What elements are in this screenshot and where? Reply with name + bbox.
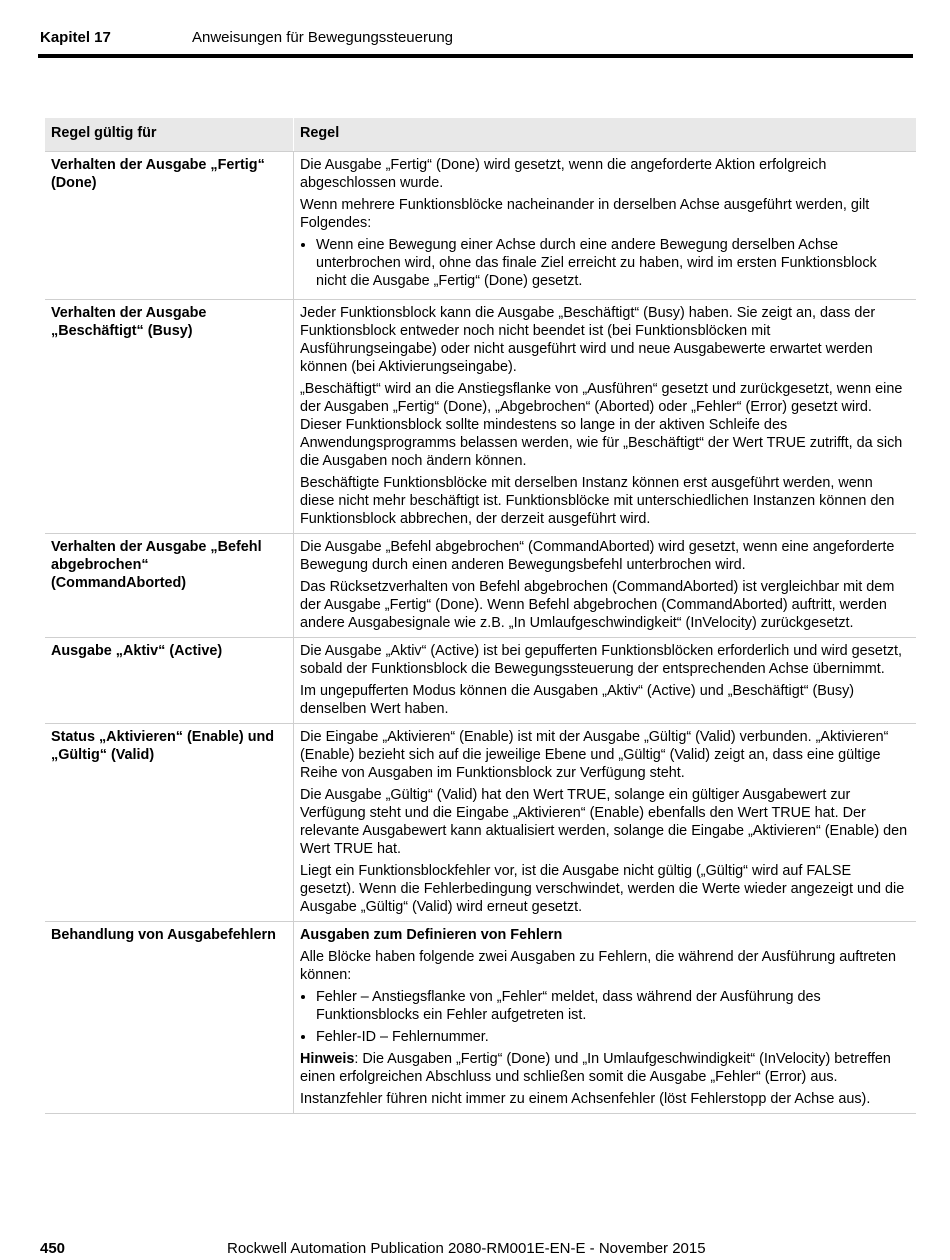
paragraph: Die Ausgabe „Gültig“ (Valid) hat den Wert TRUE, solange ein gültiger Ausgabewert zur Verfügung steht und die Eingabe „Aktivieren“ (Enable) ebenfalls den Wert TRUE hat. Der relevante Ausgabewert kann aktualisiert werden, solange die Eingabe „Aktivieren“ (Enable) den Wert TRUE hat. [300,787,908,857]
page-header [40,29,912,47]
paragraph: Das Rücksetzverhalten von Befehl abgebrochen (CommandAborted) ist vergleichbar mit dem der Ausgabe „Fertig“ (Done). Wenn Befehl abgebrochen (CommandAborted) auftritt, werden andere Ausgabesignale wie z.B. „In Umlaufgeschwindigkeit“ (InVelocity) zurückgesetzt. [300,579,895,631]
note-label: Hinweis [300,1051,355,1067]
row-label: Behandlung von Ausgabefehlern [45,922,294,1114]
table-header-row [45,118,916,152]
paragraph: Alle Blöcke haben folgende zwei Ausgaben zu Fehlern, die während der Ausführung auftreten können: [300,949,897,983]
table-row [45,152,916,300]
note-paragraph [300,1050,910,1086]
paragraph: Im ungepufferten Modus können die Ausgaben „Aktiv“ (Active) und „Beschäftigt“ (Busy) denselben Wert haben. [300,683,855,717]
publication-info: Rockwell Automation Publication 2080-RM001E-EN-E - November 2015 [227,1240,706,1257]
col-header-scope: Regel gültig für [45,118,294,152]
subheading: Ausgaben zum Definieren von Fehlern [300,927,563,943]
row-content [294,922,917,1114]
list-item: • Wenn eine Bewegung einer Achse durch eine andere Bewegung derselben Achse unterbrochen wird, ohne das finale Ziel erreicht zu haben, wird im ersten Funktionsblock nicht die Ausgabe „Fertig“ (Done) gesetzt. [316,236,910,290]
page-number: 450 [40,1240,66,1257]
row-content [294,300,917,534]
note-text: : Die Ausgaben „Fertig“ (Done) und „In Umlaufgeschwindigkeit“ (InVelocity) betreffen einen erfolgreichen Abschluss und schließen somit die Ausgabe „Fehler“ (Error) aus. [300,1051,891,1085]
table-row [45,638,916,724]
table-row [45,922,916,1114]
chapter-label: Kapitel 17 [40,29,111,46]
table-row [45,534,916,638]
paragraph: Jeder Funktionsblock kann die Ausgabe „Beschäftigt“ (Busy) haben. Sie zeigt an, dass der Funktionsblock entweder noch nicht beendet ist (bei Funktionsblöcken mit Ausführungseingabe) oder nicht ausgeführt wird und neue Ausgabewerte erwartet werden können (bei Aktivierungseingabe). [300,305,876,375]
header-rule [38,54,913,58]
row-content [294,152,917,300]
col-header-rule: Regel [294,118,917,152]
paragraph: Die Ausgabe „Fertig“ (Done) wird gesetzt, wenn die angeforderte Aktion erfolgreich abgeschlossen wurde. [300,157,827,191]
paragraph: Liegt ein Funktionsblockfehler vor, ist die Ausgabe nicht gültig („Gültig“ wird auf FALSE gesetzt). Wenn die Fehlerbedingung verschwindet, werden die Werte wieder angezeigt und die Ausgabe „Gültig“ (Valid) wird erneut gesetzt. [300,863,905,915]
rules-table [45,118,916,1114]
chapter-title: Anweisungen für Bewegungssteuerung [192,29,454,46]
list-item: • Fehler – Anstiegsflanke von „Fehler“ meldet, dass während der Ausführung des Funktionsblocks ein Fehler aufgetreten ist. [316,988,910,1024]
paragraph: Instanzfehler führen nicht immer zu einem Achsenfehler (löst Fehlerstopp der Achse aus). [300,1091,871,1107]
bullet-list [300,236,910,290]
table-row [45,724,916,922]
bullet-list [300,988,910,1046]
row-label: Verhalten der Ausgabe „Fertig“ (Done) [45,152,294,300]
paragraph: „Beschäftigt“ wird an die Anstiegsflanke von „Ausführen“ gesetzt und zurückgesetzt, wenn eine der Ausgaben „Fertig“ (Done), „Abgebrochen“ (Aborted) oder „Fehler“ (Error) gesetzt wird. Dieser Funktionsblock sollte mindestens so lange in der aktiven Schleife des Anwendungsprogramms belassen werden, wie für „Beschäftigt“ der Wert TRUE zutrifft, da sich die Ausgaben noch ändern können. [300,381,903,469]
row-label: Verhalten der Ausgabe „Befehl abgebrochen“ (CommandAborted) [45,534,294,638]
row-content [294,724,917,922]
row-label: Ausgabe „Aktiv“ (Active) [45,638,294,724]
row-content [294,638,917,724]
paragraph: Beschäftigte Funktionsblöcke mit derselben Instanz können erst ausgeführt werden, wenn diese nicht mehr beschäftigt ist. Funktionsblöcke mit unterschiedlichen Instanzen können den Funktionsblock abbrechen, der derzeit ausgeführt wird. [300,475,895,527]
row-label: Status „Aktivieren“ (Enable) und „Gültig“ (Valid) [45,724,294,922]
paragraph: Die Ausgabe „Aktiv“ (Active) ist bei gepufferten Funktionsblöcken erforderlich und wird gesetzt, sobald der Funktionsblock die Bewegungssteuerung der entsprechenden Achse übernimmt. [300,643,903,677]
row-label: Verhalten der Ausgabe „Beschäftigt“ (Busy) [45,300,294,534]
paragraph: Die Ausgabe „Befehl abgebrochen“ (CommandAborted) wird gesetzt, wenn eine angeforderte Bewegung durch einen anderen Bewegungsbefehl unterbrochen wird. [300,539,895,573]
paragraph: Die Eingabe „Aktivieren“ (Enable) ist mit der Ausgabe „Gültig“ (Valid) verbunden. „Aktivieren“ (Enable) bezieht sich auf die jeweilige Ebene und „Gültig“ (Valid) zeigt an, dass eine gültige Reihe von Ausgaben im Funktionsblock zur Verfügung steht. [300,729,889,781]
table-row [45,300,916,534]
row-content [294,534,917,638]
list-item: • Fehler-ID – Fehlernummer. [316,1028,910,1046]
paragraph: Wenn mehrere Funktionsblöcke nacheinander in derselben Achse ausgeführt werden, gilt Folgendes: [300,197,870,231]
